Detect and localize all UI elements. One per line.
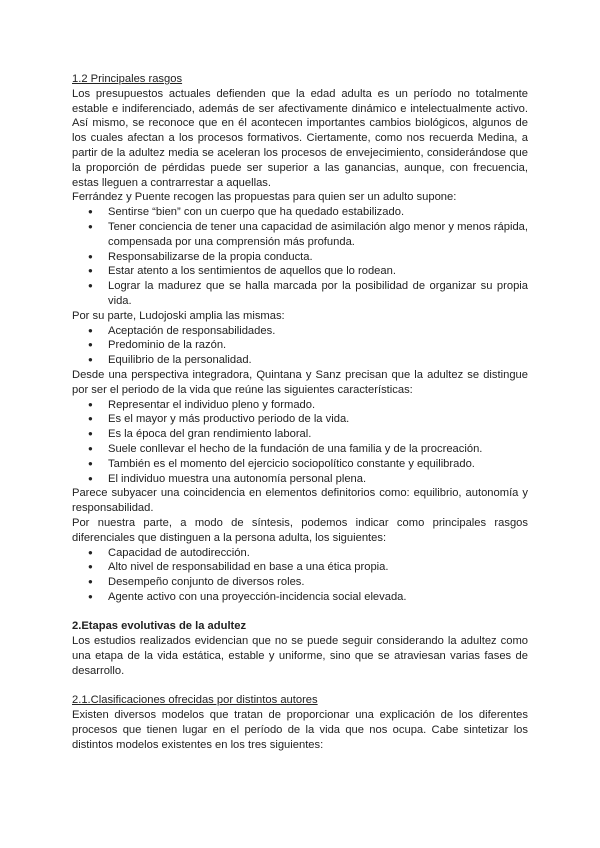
section-heading-1-2: 1.2 Principales rasgos — [72, 73, 183, 85]
list-item: ● Desempeño conjunto de diversos roles. — [72, 575, 528, 590]
list-item: ● Representar el individuo pleno y formado. — [72, 398, 528, 413]
list-item: ● Estar atento a los sentimientos de aquellos que lo rodean. — [72, 264, 528, 279]
paragraph: Desde una perspectiva integradora, Quintana y Sanz precisan que la adultez se distingue por ser el periodo de la vida que reúne las siguientes características: — [72, 368, 528, 396]
document-page — [72, 72, 528, 753]
section-heading-2-1: 2.1.Clasificaciones ofrecidas por distintos autores — [72, 694, 318, 707]
list-item: ● También es el momento del ejercicio sociopolítico constante y equilibrado. — [72, 457, 528, 472]
list-item: ● Responsabilizarse de la propia conducta. — [72, 250, 528, 265]
list-item: ● Lograr la madurez que se halla marcada por la posibilidad de organizar su propia vida. — [72, 279, 528, 309]
spacer — [72, 679, 528, 694]
paragraph: Ferrández y Puente recogen las propuestas para quien ser un adulto supone: — [72, 191, 457, 204]
list-item: ● Es la época del gran rendimiento laboral. — [72, 427, 528, 442]
list-item: ● Es el mayor y más productivo periodo de la vida. — [72, 412, 528, 427]
paragraph: Por nuestra parte, a modo de síntesis, podemos indicar como principales rasgos diferenciales que distinguen a la persona adulta, los siguientes: — [72, 516, 528, 544]
bullet-list-adult-traits — [72, 205, 528, 309]
paragraph: Parece subyacer una coincidencia en elementos definitorios como: equilibrio, autonomía y responsabilidad. — [72, 487, 528, 515]
list-item: ● El individuo muestra una autonomía personal plena. — [72, 472, 528, 487]
paragraph: Existen diversos modelos que tratan de proporcionar una explicación de los diferentes procesos que tienen lugar en el período de la vida que nos ocupa. Cabe sintetizar los distintos modelos existentes en los tres siguientes: — [72, 709, 528, 751]
bullet-list-ludojoski — [72, 324, 528, 368]
paragraph: Por su parte, Ludojoski amplia las mismas: — [72, 309, 285, 322]
paragraph: Los presupuestos actuales defienden que la edad adulta es un período no totalmente estable e indiferenciado, además de ser afectivamente dinámico e intelectualmente activo. Así mismo, se reconoce que en él acontecen importantes cambios biológicos, algunos de los cuales afectan a los procesos formativos. Ciertamente, como nos recuerda Medina, a partir de la adultez media se aceleran los procesos de envejecimiento, considerándose que la proporción de pérdidas puede ser superior a las ganancias, aunque, con frecuencia, estas lleguen a contrarrestar a aquellas. — [72, 87, 528, 189]
section-heading-2: 2.Etapas evolutivas de la adultez — [72, 620, 247, 633]
list-item: ● Equilibrio de la personalidad. — [72, 353, 528, 368]
bullet-list-differential-traits — [72, 546, 528, 605]
list-item: ● Capacidad de autodirección. — [72, 546, 528, 561]
list-item: ● Agente activo con una proyección-incidencia social elevada. — [72, 590, 528, 605]
spacer — [72, 605, 528, 620]
list-item: ● Predominio de la razón. — [72, 338, 528, 353]
bullet-list-characteristics — [72, 398, 528, 487]
list-item: ● Sentirse “bien” con un cuerpo que ha quedado estabilizado. — [72, 205, 528, 220]
paragraph: Los estudios realizados evidencian que no se puede seguir considerando la adultez como una etapa de la vida estática, estable y uniforme, sino que se atraviesan varias fases de desarrollo. — [72, 635, 528, 677]
list-item: ● Suele conllevar el hecho de la fundación de una familia y de la procreación. — [72, 442, 528, 457]
list-item: ● Tener conciencia de tener una capacidad de asimilación algo menor y menos rápida, compensada por una comprensión más profunda. — [72, 220, 528, 250]
list-item: ● Alto nivel de responsabilidad en base a una ética propia. — [72, 560, 528, 575]
list-item: ● Aceptación de responsabilidades. — [72, 324, 528, 339]
